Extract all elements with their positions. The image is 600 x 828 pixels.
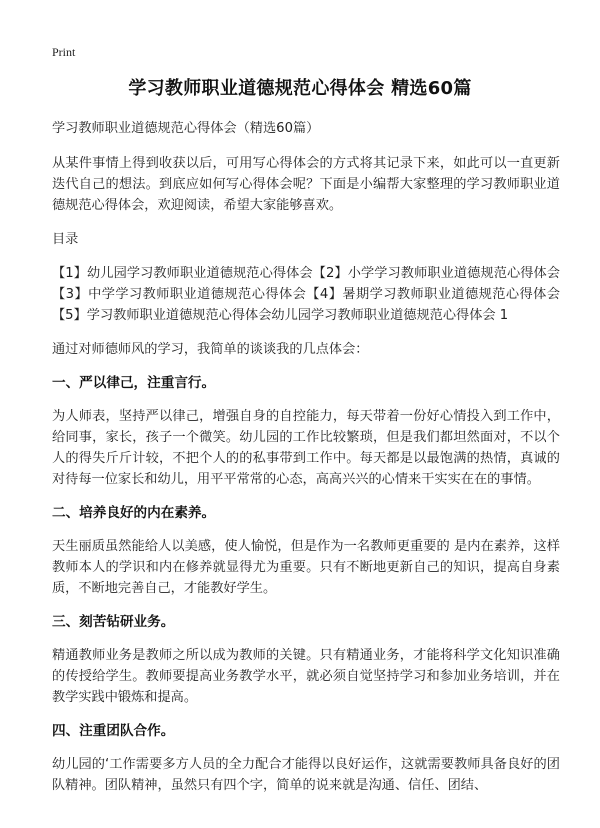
- print-link[interactable]: Print: [52, 45, 76, 59]
- document-title: 学习教师职业道德规范心得体会 精选60篇: [128, 78, 472, 99]
- document-subtitle: 学习教师职业道德规范心得体会（精选60篇）: [52, 121, 320, 136]
- table-of-contents: 【1】幼儿园学习教师职业道德规范心得体会【2】小学学习教师职业道德规范心得体会【3】中学学习教师职业道德规范心得体会【4】暑期学习教师职业道德规范心得体会【5】学习教师职业道德规范心得体会幼儿园学习教师职业道德规范心得体会 1: [52, 266, 560, 323]
- section-heading-2: 二、培养良好的内在素养。: [52, 505, 216, 521]
- section-body-2: 天生丽质虽然能给人以美感，使人愉悦，但是作为一名教师更重要的 是内在素养，这样教师本人的学识和内在修养就显得尤为重要。只有不断地更新自己的知识，提高自身素质，不断地完善自己，才能教好学生。: [52, 539, 560, 596]
- section-body-1: 为人师表，坚持严以律己，增强自身的自控能力，每天带着一份好心情投入到工作中，给同事，家长，孩子一个微笑。幼儿园的工作比较繁琐，但是我们都坦然面对，不以个人的得失斤斤计较，不把个人的的私事带到工作中。每天都是以最饱满的热情，真诚的对待每一位家长和幼儿，用平平常常的心态，高高兴兴的心情来干实实在在的事情。: [52, 409, 560, 487]
- section-heading-1: 一、严以律己，注重言行。: [52, 375, 216, 391]
- section-heading-4: 四、注重团队合作。: [52, 723, 175, 739]
- section-heading-3: 三、刻苦钻研业务。: [52, 614, 175, 630]
- intro-paragraph: 从某件事情上得到收获以后，可用写心得体会的方式将其记录下来，如此可以一直更新迭代自己的想法。到底应如何写心得体会呢？下面是小编帮大家整理的学习教师职业道德规范心得体会，欢迎阅读，希望大家能够喜欢。: [52, 156, 560, 213]
- section-body-3: 精通教师业务是教师之所以成为教师的关键。只有精通业务，才能将科学文化知识准确的传授给学生。教师要提高业务教学水平，就必须自觉坚持学习和参加业务培训，并在教学实践中锻炼和提高。: [52, 648, 560, 705]
- document-body: [52, 118, 560, 809]
- lead-paragraph: 通过对师德师风的学习，我简单的谈谈我的几点体会：: [52, 342, 369, 357]
- section-body-4: 幼儿园的‘工作需要多方人员的全力配合才能得以良好运作，这就需要教师具备良好的团队精神。团队精神，虽然只有四个字，简单的说来就是沟通、信任、团结、: [52, 757, 560, 793]
- toc-label: 目录: [52, 232, 79, 247]
